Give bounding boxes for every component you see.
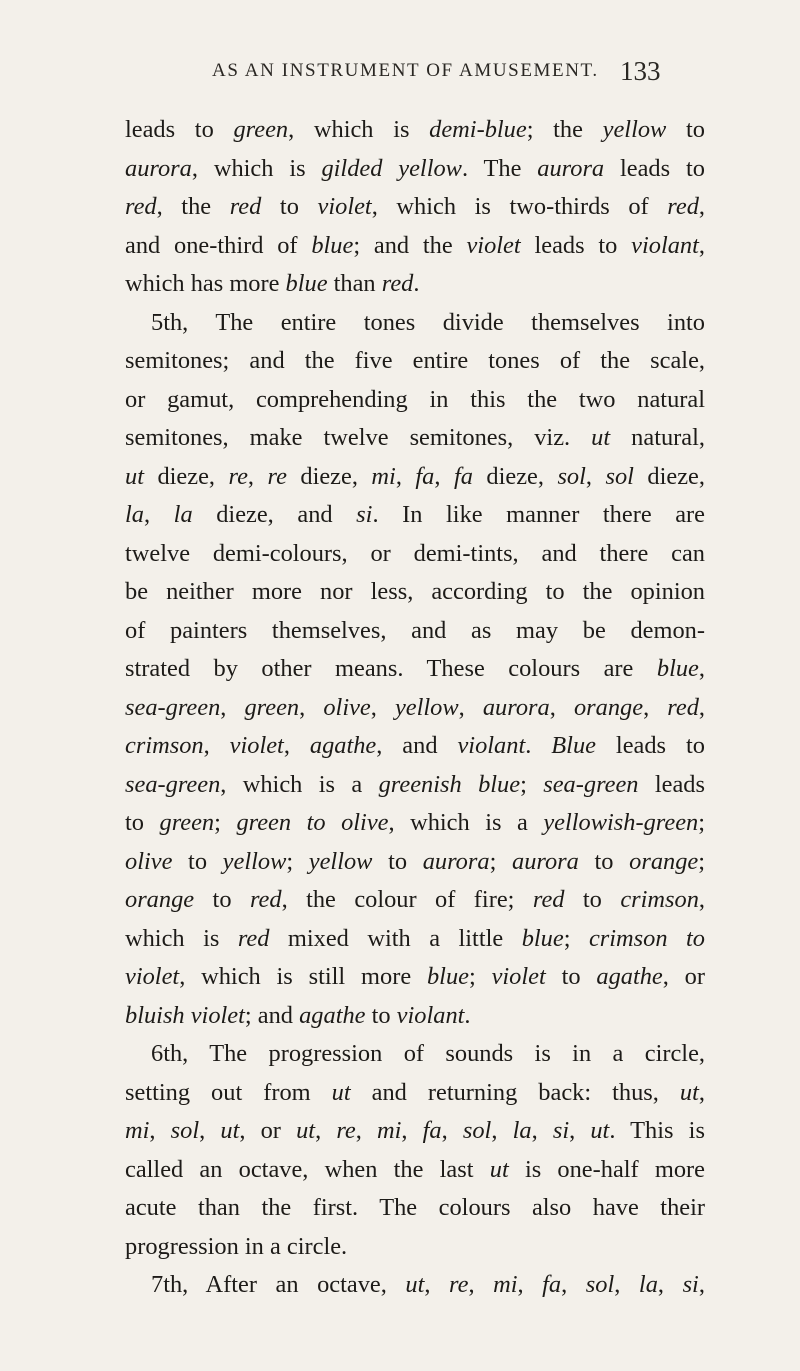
italic-text: mi: [125, 1117, 150, 1144]
text-run: dieze,: [143, 462, 229, 490]
italic-text: red: [125, 193, 157, 220]
text-run: of painters themselves, and as may be demon-: [125, 616, 705, 644]
text-run: ,: [441, 1117, 463, 1144]
italic-text: red: [381, 270, 414, 297]
text-run: ,: [247, 462, 268, 490]
text-line: [125, 958, 705, 997]
text-run: is one-half more: [508, 1155, 706, 1183]
text-line: [125, 573, 705, 612]
italic-text: gilded yellow: [321, 154, 462, 182]
italic-text: aurora: [482, 693, 550, 721]
italic-text: fa: [415, 462, 435, 490]
text-run: ,: [395, 462, 416, 490]
italic-text: violet: [317, 193, 372, 220]
italic-text: green: [233, 116, 289, 143]
italic-text: fa: [453, 462, 473, 490]
text-run: acute than the first. The colours also have their: [125, 1194, 705, 1221]
text-run: ,: [458, 693, 483, 721]
text-run: to: [194, 886, 250, 913]
italic-text: yellowish-green: [543, 809, 699, 836]
text-run: called an octave, when the last: [125, 1155, 490, 1183]
text-run: twelve demi-colours, or demi-tints, and there can: [125, 539, 705, 567]
text-run: .: [413, 270, 420, 297]
text-run: .: [464, 1001, 471, 1029]
italic-text: si: [682, 1271, 699, 1298]
italic-text: sea-green: [125, 770, 221, 798]
italic-text: sol: [557, 462, 586, 490]
text-run: 5th, The entire tones divide themselves into: [151, 308, 705, 336]
text-run: ; and the: [353, 231, 467, 259]
page-number: 133: [620, 56, 661, 86]
italic-text: yellow: [308, 847, 373, 875]
text-line: [125, 1266, 705, 1305]
text-line: [125, 804, 705, 843]
italic-text: olive: [125, 847, 173, 875]
italic-text: ut: [591, 424, 611, 451]
text-run: dieze,: [472, 462, 558, 490]
text-line: [125, 111, 705, 150]
italic-text: ut: [296, 1117, 316, 1144]
italic-text: olive: [323, 693, 371, 721]
text-line: [125, 342, 705, 381]
italic-text: ut: [679, 1078, 699, 1106]
italic-text: blue: [285, 270, 328, 297]
text-run: . This is: [609, 1117, 705, 1144]
text-run: ; and: [244, 1001, 300, 1029]
italic-text: violet: [466, 231, 521, 259]
italic-text: violet: [125, 963, 180, 990]
italic-text: crimson to: [588, 924, 705, 952]
italic-text: violant: [396, 1001, 465, 1029]
text-run: leads to: [520, 231, 632, 259]
text-run: natural,: [610, 424, 705, 451]
text-line: [125, 612, 705, 651]
italic-text: aurora: [125, 154, 192, 182]
italic-text: crimson: [620, 886, 699, 913]
text-run: ,: [517, 1271, 543, 1298]
italic-text: fa: [542, 1271, 562, 1298]
text-run: semitones; and the five entire tones of the scale,: [125, 347, 705, 374]
text-run: to: [172, 847, 223, 875]
text-run: leads to: [604, 154, 705, 182]
text-run: ,: [143, 501, 174, 528]
text-run: , or: [239, 1117, 297, 1144]
text-run: ,: [424, 1271, 450, 1298]
italic-text: sol: [170, 1117, 200, 1144]
text-line: [125, 1228, 705, 1267]
italic-text: mi: [371, 462, 396, 490]
text-run: ,: [434, 462, 454, 490]
text-run: ;: [468, 963, 492, 990]
italic-text: violet: [229, 732, 284, 759]
text-run: ,: [355, 1117, 377, 1144]
italic-text: orange: [573, 693, 644, 721]
text-run: mixed with a little: [269, 924, 522, 952]
text-run: , which is: [191, 154, 322, 182]
italic-text: red: [667, 693, 699, 721]
text-run: ,: [401, 1117, 423, 1144]
text-line: [125, 689, 705, 728]
italic-text: la: [125, 501, 144, 528]
text-run: progression in a circle.: [125, 1232, 348, 1260]
text-run: ,: [203, 732, 230, 759]
italic-text: re: [267, 462, 287, 490]
text-run: and one-third of: [125, 231, 312, 259]
italic-text: re: [449, 1271, 469, 1298]
text-run: ,: [283, 732, 310, 759]
italic-text: agathe: [596, 963, 663, 990]
text-run: ;: [563, 924, 589, 952]
body-text: [125, 111, 705, 1305]
text-run: to: [125, 809, 160, 836]
italic-text: ut: [489, 1155, 509, 1183]
text-line: [125, 1151, 705, 1190]
text-run: ,: [643, 693, 668, 721]
text-run: ,: [199, 1117, 221, 1144]
text-run: leads to: [125, 116, 234, 143]
text-run: ,: [491, 1117, 513, 1144]
text-line: [125, 920, 705, 959]
text-run: , which is two-thirds of: [371, 193, 668, 220]
text-run: ,: [698, 1078, 705, 1106]
text-run: which is: [125, 924, 238, 952]
italic-text: sea-green: [125, 693, 221, 721]
text-line: [125, 997, 705, 1036]
text-run: ,: [698, 231, 705, 259]
italic-text: mi: [376, 1117, 402, 1144]
italic-text: agathe: [309, 732, 377, 759]
italic-text: aurora: [422, 847, 490, 875]
italic-text: red: [229, 193, 262, 220]
text-line: [125, 496, 705, 535]
italic-text: blue: [426, 963, 469, 990]
text-run: and returning back: thus,: [350, 1078, 680, 1106]
italic-text: crimson: [125, 732, 204, 759]
text-line: [125, 304, 705, 343]
italic-text: sol: [462, 1117, 492, 1144]
text-run: leads: [638, 770, 705, 798]
text-run: 7th, After an octave,: [151, 1271, 406, 1298]
text-run: to: [365, 1001, 397, 1029]
text-run: ,: [569, 1117, 591, 1144]
italic-text: la: [638, 1271, 658, 1298]
text-line: [125, 1189, 705, 1228]
italic-text: re: [228, 462, 248, 490]
text-run: ,: [468, 1271, 494, 1298]
italic-text: Blue: [551, 732, 596, 759]
text-run: ;: [698, 809, 705, 836]
text-run: ,: [549, 693, 574, 721]
text-line: [125, 419, 705, 458]
text-line: [125, 881, 705, 920]
text-line: [125, 458, 705, 497]
text-run: 6th, The progression of sounds is in a circle,: [151, 1040, 705, 1067]
text-line: [125, 150, 705, 189]
italic-text: ut: [590, 1117, 610, 1144]
text-run: or gamut, comprehending in this the two natural: [125, 385, 705, 413]
italic-text: aurora: [537, 154, 605, 182]
text-line: [125, 1112, 705, 1151]
text-run: which has more: [125, 270, 286, 297]
text-run: ;: [489, 847, 512, 875]
text-run: ,: [370, 693, 395, 721]
text-run: ,: [698, 1271, 705, 1298]
italic-text: demi-blue: [429, 116, 527, 143]
italic-text: sol: [605, 462, 634, 490]
text-run: ;: [698, 847, 706, 875]
text-run: to: [545, 963, 597, 990]
italic-text: red: [667, 193, 699, 220]
text-run: ,: [585, 462, 606, 490]
italic-text: blue: [521, 924, 564, 952]
italic-text: yellow: [394, 693, 459, 721]
italic-text: blue: [311, 231, 354, 259]
italic-text: blue: [656, 655, 699, 682]
italic-text: green: [159, 809, 215, 836]
text-run: leads to: [595, 732, 705, 759]
text-line: [125, 227, 705, 266]
text-run: dieze, and: [192, 501, 357, 528]
italic-text: si: [552, 1117, 570, 1144]
text-line: [125, 766, 705, 805]
text-run: ; the: [526, 116, 603, 143]
text-run: ;: [286, 847, 309, 875]
text-run: than: [327, 270, 382, 297]
text-run: setting out from: [125, 1078, 332, 1106]
text-line: [125, 1074, 705, 1113]
text-run: ,: [657, 1271, 683, 1298]
italic-text: yellow: [222, 847, 287, 875]
italic-text: violant: [631, 231, 699, 259]
text-run: to: [261, 193, 318, 220]
italic-text: ut: [125, 462, 144, 490]
text-run: ,: [149, 1117, 171, 1144]
italic-text: orange: [629, 847, 699, 875]
italic-text: fa: [422, 1117, 442, 1144]
text-line: [125, 535, 705, 574]
text-run: , which is: [288, 116, 430, 143]
text-run: ,: [698, 886, 706, 913]
text-run: ;: [214, 809, 237, 836]
text-run: ;: [520, 770, 544, 798]
italic-text: re: [336, 1117, 356, 1144]
text-run: dieze,: [286, 462, 372, 490]
text-line: [125, 650, 705, 689]
text-run: ,: [614, 1271, 639, 1298]
italic-text: bluish violet: [125, 1001, 245, 1029]
text-line: [125, 727, 705, 766]
text-run: ,: [698, 693, 705, 721]
running-head: AS AN INSTRUMENT OF AMUSEMENT.: [212, 60, 599, 81]
text-run: , or: [662, 963, 705, 990]
text-run: . The: [461, 154, 538, 182]
italic-text: ut: [405, 1271, 425, 1298]
text-line: [125, 188, 705, 227]
italic-text: sea-green: [543, 770, 639, 798]
text-run: semitones, make twelve semitones, viz.: [125, 424, 592, 451]
italic-text: greenish blue: [378, 770, 521, 798]
text-run: , and: [376, 732, 458, 759]
italic-text: si: [356, 501, 373, 528]
italic-text: sol: [585, 1271, 615, 1298]
text-run: , the colour of fire;: [281, 886, 533, 913]
italic-text: red: [237, 924, 270, 952]
text-run: to: [578, 847, 630, 875]
text-run: to: [372, 847, 423, 875]
italic-text: green to olive: [236, 809, 389, 836]
text-run: to: [564, 886, 621, 913]
text-line: [125, 1035, 705, 1074]
italic-text: la: [512, 1117, 532, 1144]
italic-text: yellow: [602, 116, 667, 143]
text-run: , which is a: [388, 809, 544, 836]
italic-text: la: [173, 501, 193, 528]
text-run: ,: [299, 693, 324, 721]
text-run: to: [666, 116, 705, 143]
italic-text: green: [244, 693, 300, 721]
text-line: [125, 381, 705, 420]
text-run: , which is a: [220, 770, 379, 798]
text-run: ,: [315, 1117, 337, 1144]
italic-text: violet: [491, 963, 546, 990]
text-run: . In like manner there are: [372, 501, 705, 528]
italic-text: mi: [493, 1271, 518, 1298]
text-run: ,: [220, 693, 245, 721]
text-run: dieze,: [633, 462, 705, 490]
text-run: ,: [561, 1271, 586, 1298]
italic-text: ut: [331, 1078, 351, 1106]
text-run: , which is still more: [179, 963, 427, 990]
text-line: [125, 265, 705, 304]
italic-text: red: [532, 886, 565, 913]
italic-text: orange: [125, 886, 195, 913]
italic-text: ut: [220, 1117, 240, 1144]
italic-text: aurora: [512, 847, 579, 875]
italic-text: red: [249, 886, 282, 913]
text-run: strated by other means. These colours are: [125, 655, 657, 682]
italic-text: violant: [457, 732, 526, 759]
text-run: be neither more nor less, according to the opinion: [125, 578, 705, 605]
text-run: ,: [531, 1117, 553, 1144]
text-line: [125, 843, 705, 882]
italic-text: agathe: [299, 1001, 366, 1029]
text-run: ,: [698, 655, 705, 682]
text-run: ,: [698, 193, 706, 220]
text-run: .: [525, 732, 552, 759]
text-run: , the: [156, 193, 230, 220]
